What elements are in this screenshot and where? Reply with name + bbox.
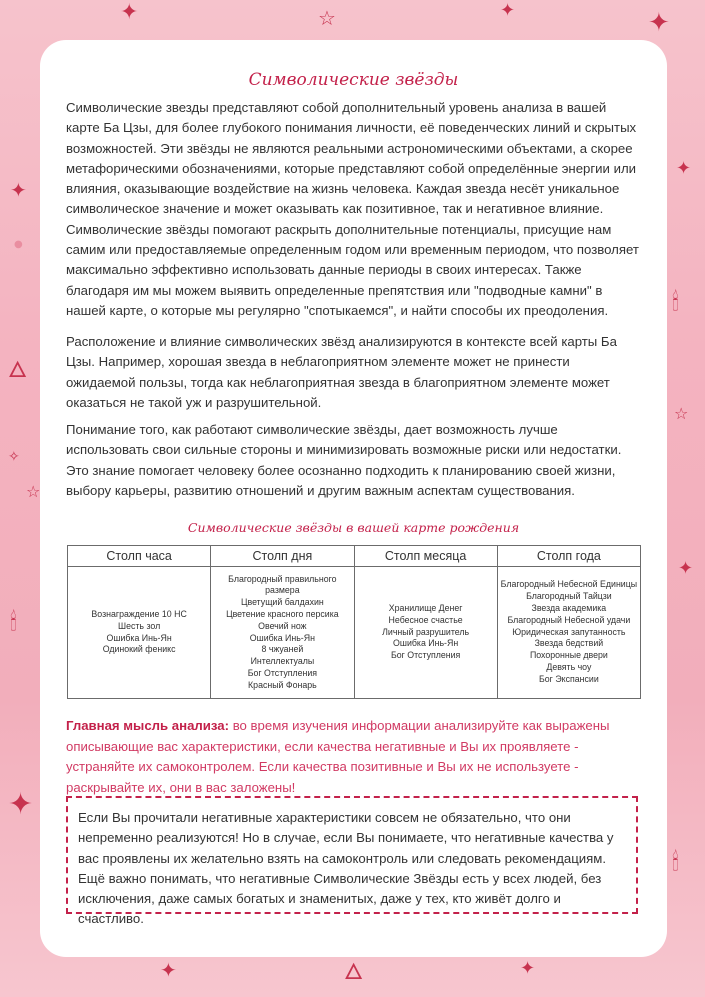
star-item: Овечий нож [258,620,307,631]
star-icon: ☆ [318,6,336,30]
star-item: Девять чоу [546,661,592,672]
star-item: Красный Фонарь [248,679,317,690]
star-item: Вознаграждение 10 НС [91,608,187,619]
star-item: Цветущий балдахин [240,597,324,608]
symbolic-stars-table [67,545,641,699]
star-item: Одинокий феникс [102,644,176,655]
candle-icon: 🕯 [672,848,679,876]
star-item: Интеллектуалы [250,656,315,667]
header-day-pillar: Столп дня [211,546,354,567]
sparkle-icon: ✦ [676,158,692,179]
main-thought-text: во время изучения информации анализируйте как выражены описывающие вас характеристики, если качества негативные и Вы их проявляете - устраняйте их самоконтролем. Если качества позитивные и Вы их не используете - раскрывайте их, они в вас заложены! [66,718,610,795]
star-item: Шесть зол [118,620,161,631]
star-item: Звезда академика [531,603,607,613]
star-icon: ☆ [674,404,689,423]
star-item: Звезда бедствий [534,638,604,649]
star-item: Похоронные двери [529,650,608,661]
table-header-row [68,546,641,567]
star-item: 8 чжуаней [261,644,304,655]
sparkle-icon: ✦ [500,0,516,21]
header-year-pillar: Столп года [497,546,640,567]
sparkle-icon: ✦ [160,958,177,982]
sparkle-icon: ✦ [8,787,34,822]
day-pillar-cell [211,567,354,699]
star-item: Небесное счастье [388,614,463,625]
table-title: Символические звёзды в вашей карте рождения [187,520,520,535]
candle-icon: 🕯 [10,608,17,636]
main-thought-label: Главная мысль анализа: [66,718,230,733]
candle-icon: 🕯 [672,288,679,316]
page-title: Символические звёзды [248,70,459,90]
star-item: Благородный Небесной Единицы [500,579,638,590]
hour-pillar-cell [68,567,211,699]
star-item: Благородный Небесной удачи [507,614,631,625]
header-month-pillar: Столп месяца [354,546,497,567]
main-thought [66,716,642,798]
star-item: Ошибка Инь-Ян [249,632,315,643]
star-icon: ☆ [26,482,41,501]
sparkle-icon: ✦ [520,958,536,979]
intro-paragraph: Символические звезды представляют собой дополнительный уровень анализа в вашей карте Ба Цзы, для более глубокого понимания личности, её поведенческих линий и скрытых возможностей. Эти звёзды не являются реальными астрономическими объектами, а скорее метафорическими обозначениями, которые представляют собой определённые энергии или влияния, оказывающие воздействие на жизнь человека. Каждая звезда несёт уникальное символическое значение и может оказывать как позитивное, так и негативное влияние. Символические звёзды помогают раскрыть дополнительные потенциалы, присущие нам самим или предоставляемые определенным годом или временным периодом, что позволяет максимально эффективно использовать данные периоды в своих интересах. Также благодаря им мы можем выявить определенные препятствия или "подводные камни" в нашей карте, о которые мы регулярно "спотыкаемся", и найти способы их преодоления. [66,100,639,318]
flame-icon: 🜂 [344,960,364,985]
sparkle-icon: ✦ [10,178,27,202]
sparkle-icon: ✦ [678,558,694,579]
star-item: Благородный Тайцзи [526,591,612,602]
star-item: Ошибка Инь-Ян [106,632,172,643]
star-item: Цветение красного персика [226,608,339,619]
star-item: Бог Отступления [247,667,318,678]
star-item: Хранилище Денег [388,603,463,613]
note-text: Если Вы прочитали негативные характеристики совсем не обязательно, что они непременно реализуются! Но в случае, если Вы понимаете, что негативные качества у вас проявлены их желательно взять на самоконтроль или следовать рекомендациям. Ещё важно понимать, что негативные Символические Звёзды есть у всех людей, без исключения, даже самых богатых и знаменитых, даже у тех, кто живёт долго и счастливо. [78,810,614,927]
month-pillar-cell [354,567,497,699]
understanding-paragraph: Понимание того, как работают символические звёзды, дает возможность лучше использовать свои сильные стороны и минимизировать возможные риски или недостатки. Это знание помогает человеку более осознанно подходить к планированию своей жизни, выбору карьеры, развитию отношений и другим важным аспектам существования. [66,422,622,498]
note-box [66,796,638,927]
star-item: Бог Отступления [390,650,461,661]
star-item: Благородный правильного размера [228,573,337,596]
dot-icon: ● [14,239,23,250]
star-item: Личный разрушитель [382,626,470,637]
star-item: Бог Экспансии [539,673,599,684]
table-row [68,567,641,699]
header-hour-pillar: Столп часа [68,546,211,567]
sparkle-icon: ✦ [648,8,670,38]
sparkle-icon: ✧ [8,449,20,465]
placement-paragraph: Расположение и влияние символических звёзд анализируются в контексте всей карты Ба Цзы. Например, хорошая звезда в неблагоприятном элементе может не принести ожидаемой пользы, тогда как неблагоприятная звезда в благоприятном элементе может оказаться не такой уж и разрушительной. [66,334,617,410]
year-pillar-cell [497,567,640,699]
sparkle-icon: ✦ [120,0,139,25]
flame-icon: 🜂 [8,358,28,383]
content-card [40,40,667,957]
star-item: Ошибка Инь-Ян [393,638,459,649]
star-item: Юридическая запутанность [512,626,626,637]
